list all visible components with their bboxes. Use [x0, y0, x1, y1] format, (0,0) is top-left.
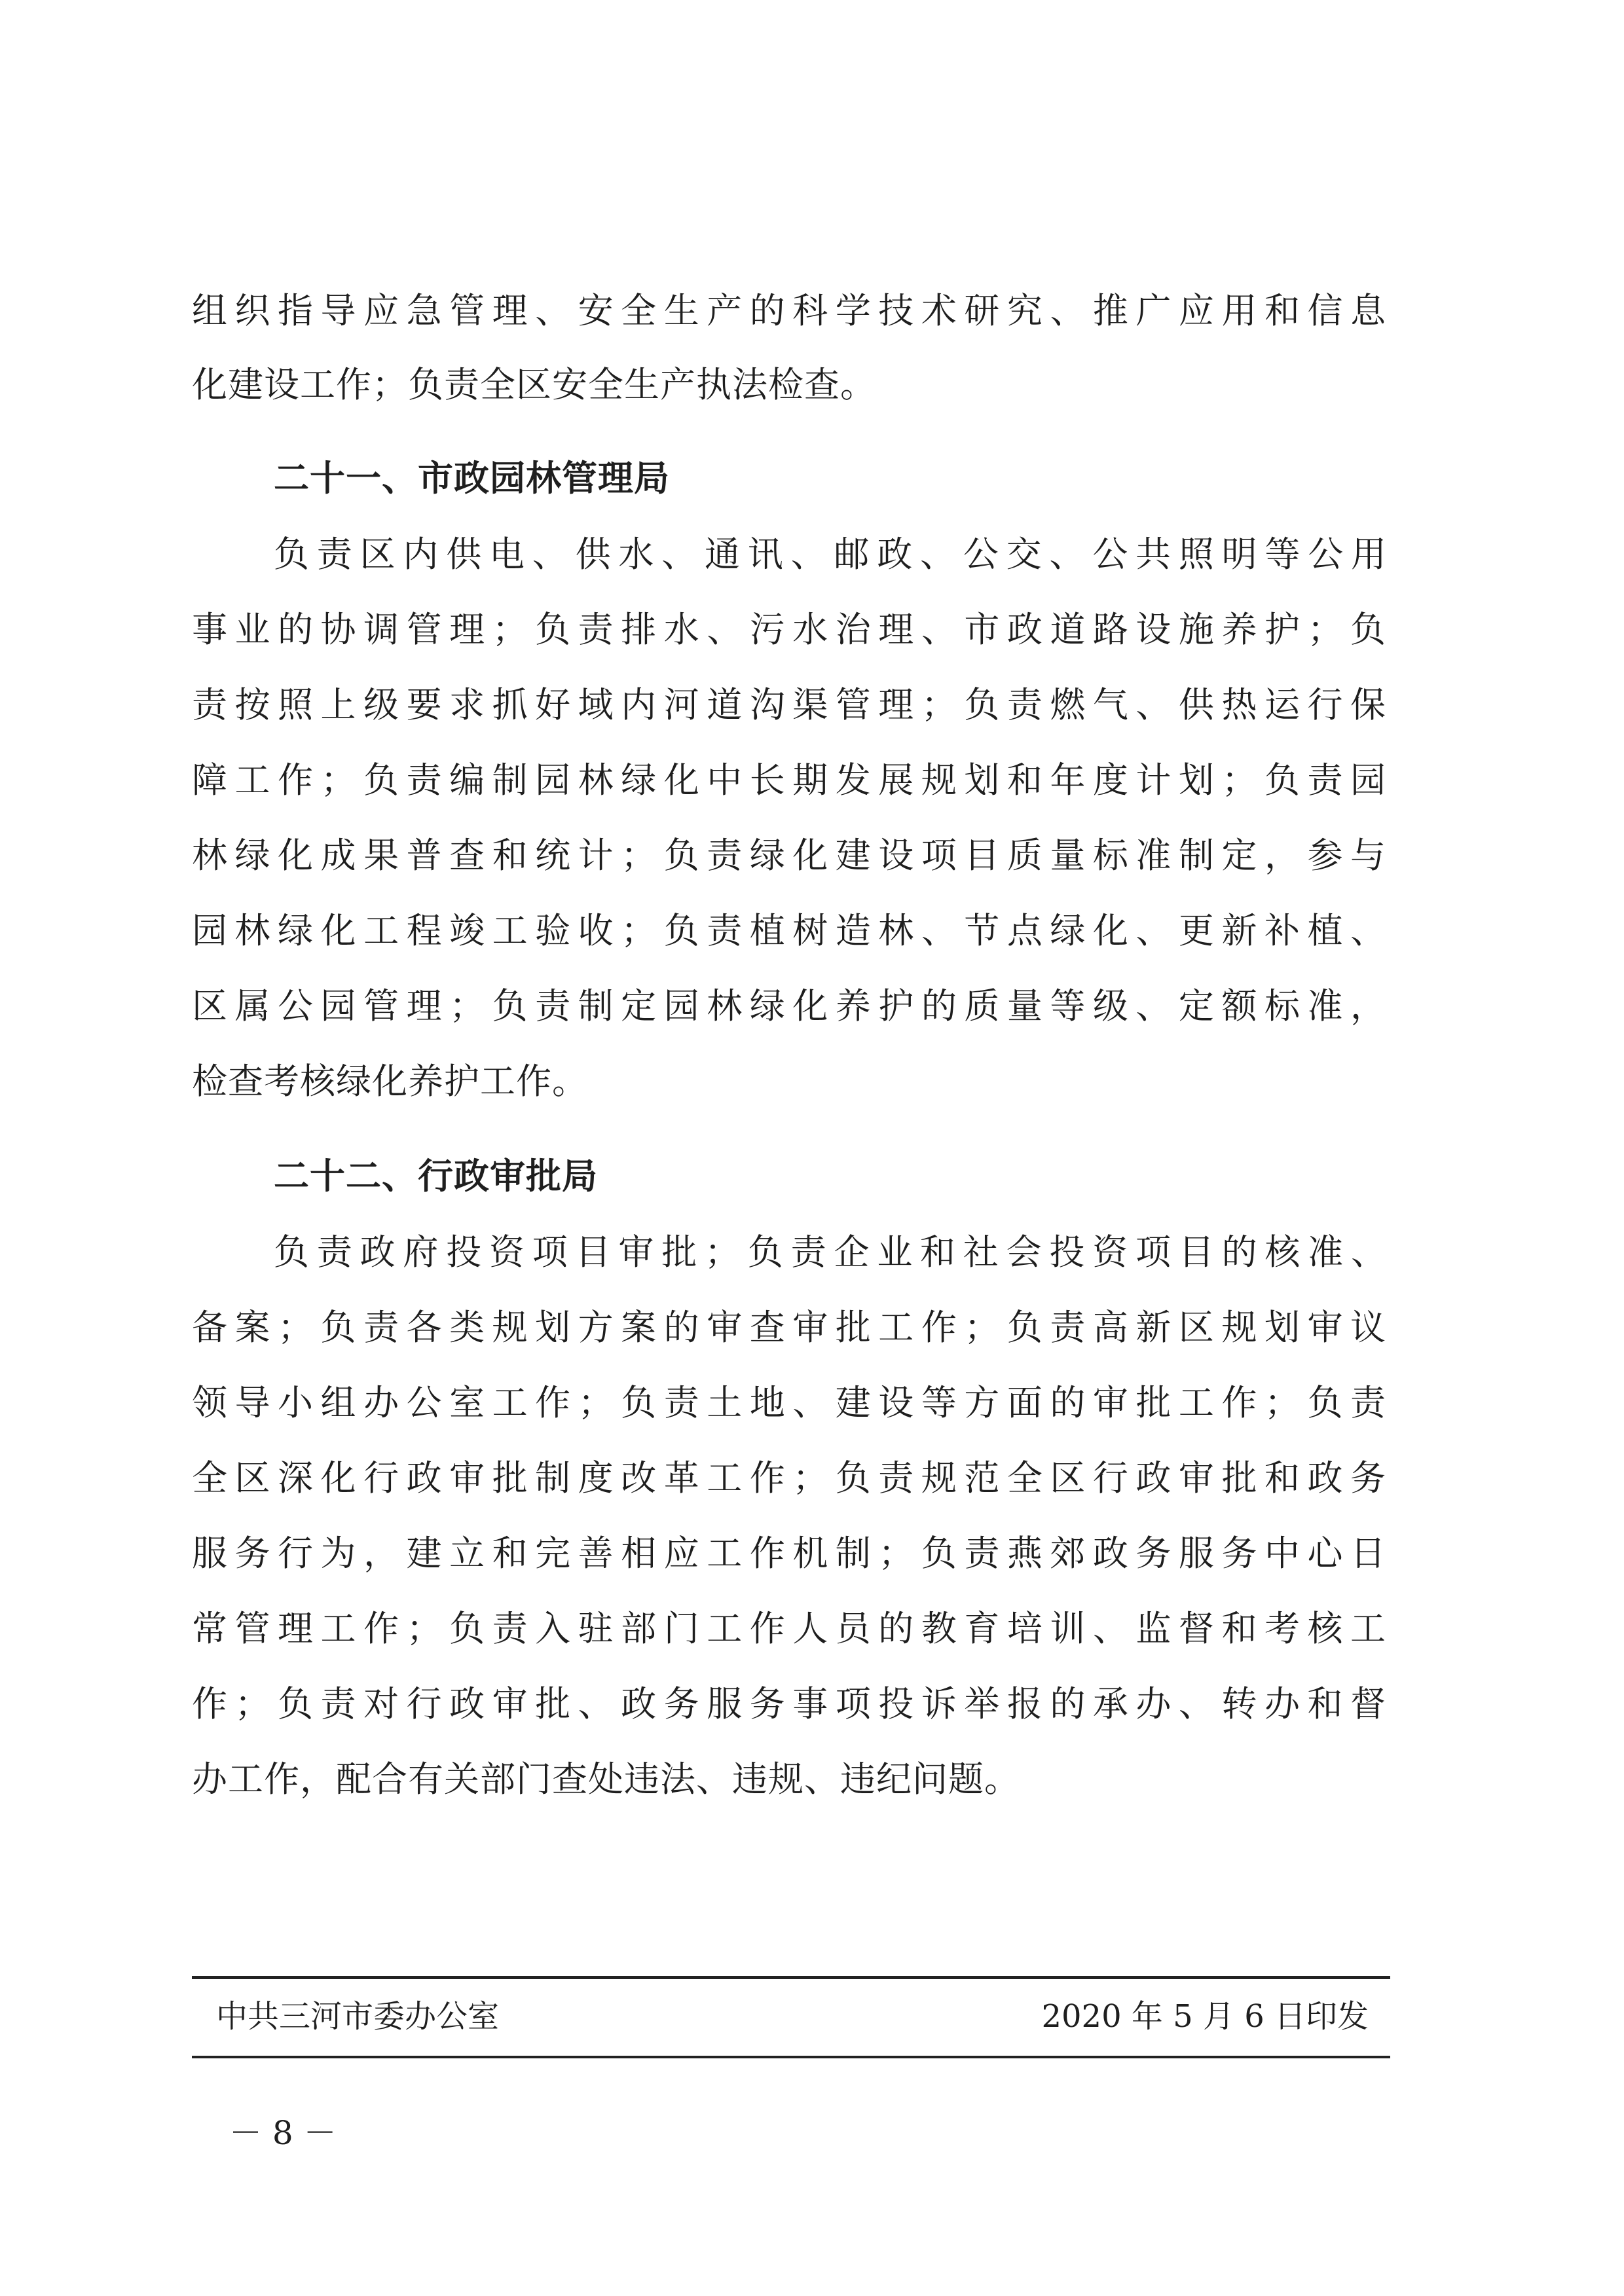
section-heading: 二十二、行政审批局: [274, 1156, 598, 1197]
body-text-line: 组织指导应急管理、安全生产的科学技术研究、推广应用和信息: [192, 290, 1386, 331]
body-text-line: 负责区内供电、供水、通讯、邮政、公交、公共照明等公用: [274, 534, 1387, 575]
body-text-line: 服务行为，建立和完善相应工作机制；负责燕郊政务服务中心日: [192, 1533, 1386, 1574]
page-number: － 8 －: [229, 2114, 337, 2152]
body-text-line: 事业的协调管理；负责排水、污水治理、市政道路设施养护；负: [192, 609, 1386, 650]
body-text-line: 化建设工作；负责全区安全生产执法检查。: [192, 364, 876, 405]
issue-date: 2020 年 5 月 6 日印发: [1041, 1998, 1369, 2035]
body-text-line: 领导小组办公室工作；负责土地、建设等方面的审批工作；负责: [192, 1382, 1386, 1423]
body-text-line: 常管理工作；负责入驻部门工作人员的教育培训、监督和考核工: [192, 1608, 1386, 1649]
footer-bottom-rule: [192, 2056, 1390, 2058]
body-text-line: 办工作，配合有关部门查处违法、违规、违纪问题。: [192, 1758, 1020, 1800]
body-text-line: 作；负责对行政审批、政务服务事项投诉举报的承办、转办和督: [192, 1683, 1386, 1724]
body-text-line: 障工作；负责编制园林绿化中长期发展规划和年度计划；负责园: [192, 759, 1386, 801]
body-text-line: 园林绿化工程竣工验收；负责植树造林、节点绿化、更新补植、: [192, 910, 1386, 951]
issuer-name: 中共三河市委办公室: [216, 1998, 500, 2035]
body-text-line: 负责政府投资项目审批；负责企业和社会投资项目的核准、: [274, 1231, 1387, 1273]
body-text-line: 检查考核绿化养护工作。: [192, 1061, 588, 1102]
body-text-line: 区属公园管理；负责制定园林绿化养护的质量等级、定额标准，: [192, 985, 1386, 1027]
body-text-line: 全区深化行政审批制度改革工作；负责规范全区行政审批和政务: [192, 1457, 1386, 1499]
body-text-line: 备案；负责各类规划方案的审查审批工作；负责高新区规划审议: [192, 1307, 1386, 1348]
section-heading: 二十一、市政园林管理局: [274, 458, 670, 499]
footer-top-rule: [192, 1976, 1390, 1979]
body-text-line: 责按照上级要求抓好域内河道沟渠管理；负责燃气、供热运行保: [192, 684, 1386, 725]
body-text-line: 林绿化成果普查和统计；负责绿化建设项目质量标准制定，参与: [192, 835, 1386, 876]
